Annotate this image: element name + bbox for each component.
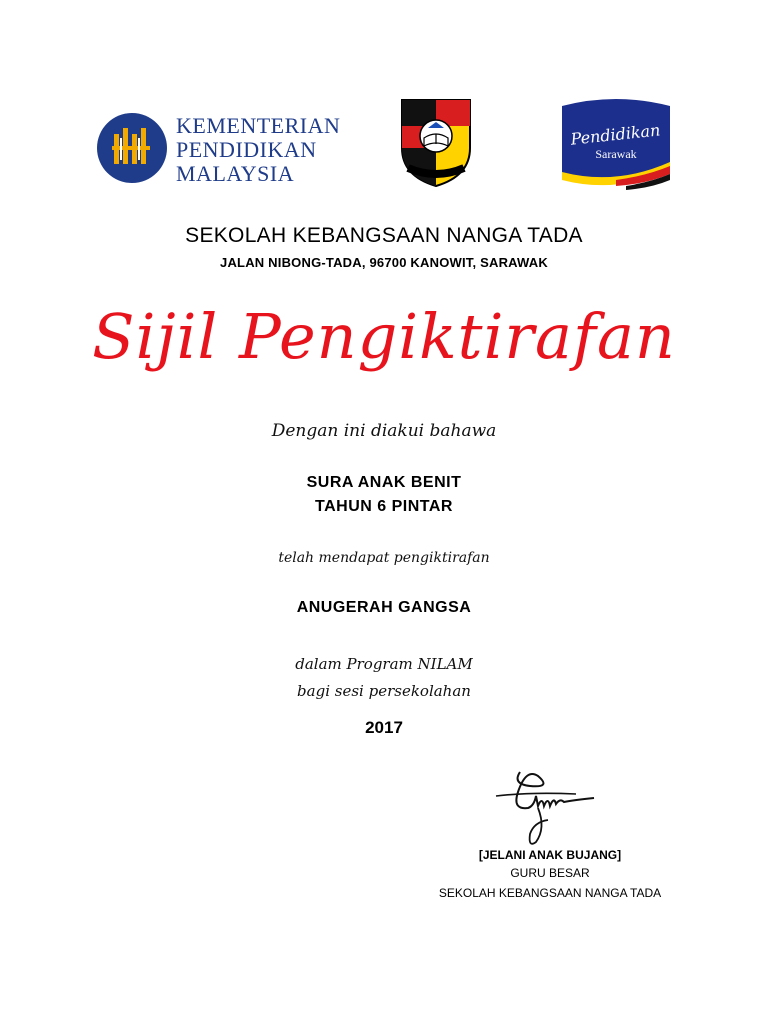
session-line: bagi sesi persekolahan bbox=[297, 682, 471, 700]
signatory-role: GURU BESAR bbox=[510, 866, 590, 880]
certificate-title: Sijil Pengiktirafan bbox=[92, 300, 676, 373]
school-name: SEKOLAH KEBANGSAAN NANGA TADA bbox=[185, 224, 583, 247]
student-name: SURA ANAK BENIT bbox=[306, 474, 462, 491]
pendidikan-sarawak-badge bbox=[556, 96, 676, 194]
award-intro-line: telah mendapat pengiktirafan bbox=[278, 550, 490, 566]
school-address: JALAN NIBONG-TADA, 96700 KANOWIT, SARAWAK bbox=[220, 255, 548, 270]
kpm-emblem-icon bbox=[96, 112, 168, 184]
ministry-line-3: MALAYSIA bbox=[176, 161, 295, 186]
certificate-year: 2017 bbox=[365, 718, 403, 737]
ministry-line-1: KEMENTERIAN bbox=[176, 113, 341, 138]
ministry-logo bbox=[96, 110, 361, 190]
sarawak-badge-line-1: Pendidikan bbox=[569, 120, 662, 149]
program-line: dalam Program NILAM bbox=[295, 655, 473, 673]
ministry-name bbox=[176, 114, 340, 186]
signatory-school: SEKOLAH KEBANGSAAN NANGA TADA bbox=[438, 886, 662, 900]
intro-line: Dengan ini diakui bahawa bbox=[271, 421, 497, 441]
school-crest-icon bbox=[398, 96, 474, 188]
signatory-name: [JELANI ANAK BUJANG] bbox=[478, 848, 622, 862]
ministry-line-2: PENDIDIKAN bbox=[176, 137, 317, 162]
student-class: TAHUN 6 PINTAR bbox=[315, 498, 453, 515]
award-name: ANUGERAH GANGSA bbox=[296, 599, 472, 616]
sarawak-badge-line-2: Sarawak bbox=[595, 147, 637, 161]
signature-image bbox=[490, 762, 610, 852]
